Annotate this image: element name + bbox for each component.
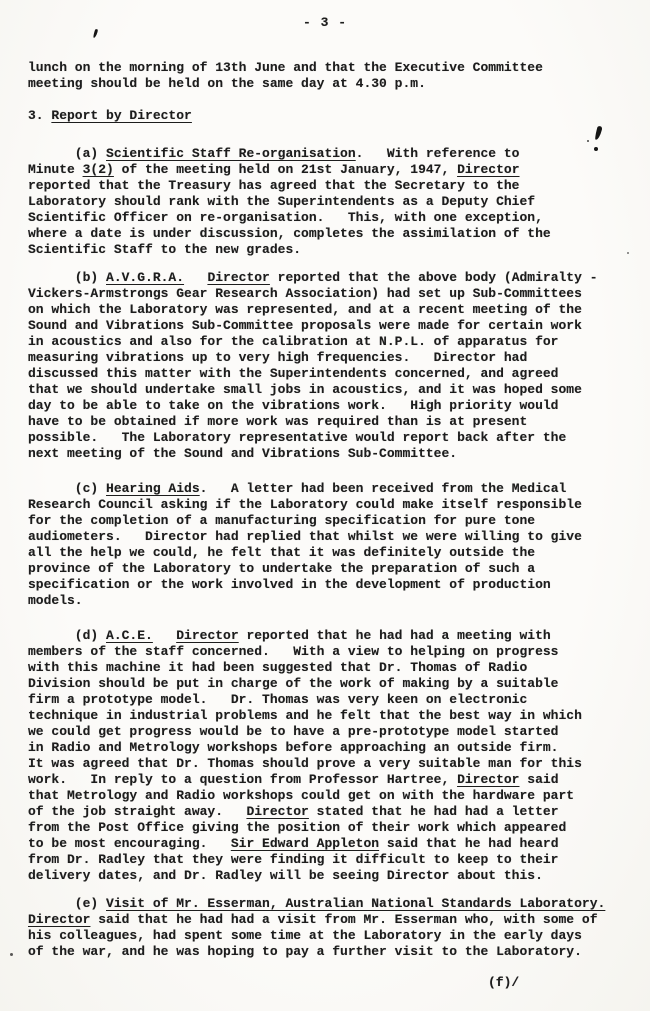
text-segment: day to be able to take on the vibrations work. High priority would — [28, 398, 559, 413]
text-segment: stated that he had had a letter — [308, 804, 559, 819]
text-segment: of the meeting held on 21st January, 1947, — [113, 162, 458, 177]
text-line — [28, 76, 642, 92]
text-segment: members of the staff concerned. With a view to helping on progress — [28, 644, 559, 659]
text-line — [28, 318, 642, 334]
text-segment: to be most encouraging. — [28, 836, 231, 851]
intro-paragraph — [28, 60, 642, 92]
text-line — [28, 162, 642, 178]
text-line — [28, 740, 642, 756]
text-line — [28, 804, 642, 820]
underlined-text: Director — [207, 270, 270, 285]
text-line — [28, 852, 642, 868]
text-segment: specification or the work involved in the development of production — [28, 577, 551, 592]
text-line — [28, 497, 642, 513]
paragraph-b-avgra — [28, 270, 642, 462]
ink-speck — [587, 140, 589, 142]
text-segment — [184, 270, 207, 285]
text-segment: (a) — [28, 146, 107, 161]
text-line — [28, 146, 642, 162]
text-line — [28, 430, 642, 446]
text-line — [28, 446, 642, 462]
text-segment: said — [519, 772, 559, 787]
text-segment: Minute — [28, 162, 83, 177]
text-segment: said that he had had a visit from Mr. Esserman who, with some of — [90, 912, 598, 927]
paragraph-c-hearing-aids — [28, 481, 642, 609]
text-segment: Vickers-Armstrongs Gear Research Association) had set up Sub-Committees — [28, 286, 582, 301]
text-segment: all the help we could, he felt that it was definitely outside the — [28, 545, 536, 560]
text-segment: technique in industrial problems and he felt that the best way in which — [28, 708, 582, 723]
text-segment: reported that he had had a meeting with — [238, 628, 551, 643]
text-line — [28, 178, 642, 194]
text-segment: . With reference to — [355, 146, 520, 161]
text-segment: his colleagues, had spent some time at the Laboratory in the early days — [28, 928, 582, 943]
page-number: - 3 - — [302, 15, 347, 30]
section-heading-report-by-director — [28, 108, 642, 124]
text-segment: (b) — [28, 270, 107, 285]
text-line — [28, 270, 642, 286]
text-line — [28, 724, 642, 740]
text-line — [28, 350, 642, 366]
text-segment: (c) — [28, 481, 107, 496]
text-segment: 3. — [28, 108, 52, 123]
text-line — [28, 772, 642, 788]
text-line — [28, 644, 642, 660]
text-segment: Research Council asking if the Laboratory could make itself responsible — [28, 497, 582, 512]
text-line — [28, 194, 642, 210]
ink-speck — [10, 953, 13, 956]
text-segment: where a date is under discussion, completes the assimilation of the — [28, 226, 551, 241]
text-line — [28, 545, 642, 561]
text-segment — [153, 628, 176, 643]
underlined-text: Director — [246, 804, 309, 819]
text-segment: models. — [28, 593, 83, 608]
text-line — [28, 60, 642, 76]
text-line — [28, 561, 642, 577]
text-segment: firm a prototype model. Dr. Thomas was very keen on electronic — [28, 692, 528, 707]
underlined-text: 3(2) — [82, 162, 114, 177]
text-line — [28, 529, 642, 545]
text-segment: reported that the above body (Admiralty - — [269, 270, 598, 285]
text-line — [28, 414, 642, 430]
text-segment: in acoustics and also for the calibration at N.P.L. of apparatus for — [28, 334, 559, 349]
text-line — [28, 628, 642, 644]
text-line — [28, 334, 642, 350]
ink-speck — [627, 252, 629, 254]
underlined-text: Report by Director — [51, 108, 192, 123]
text-line — [28, 676, 642, 692]
underlined-text: A.C.E. — [106, 628, 153, 643]
text-line — [28, 928, 642, 944]
text-line — [28, 513, 642, 529]
text-segment: we could get progress would be to have a pre-prototype model started — [28, 724, 559, 739]
text-segment: lunch on the morning of 13th June and that the Executive Committee — [28, 60, 543, 75]
text-line — [28, 868, 642, 884]
text-line — [28, 286, 642, 302]
underlined-text: Director — [28, 912, 91, 927]
paragraph-d-ace — [28, 628, 642, 884]
text-segment: Division should be put in charge of the work of making by a suitable — [28, 676, 559, 691]
underlined-text: Director — [176, 628, 239, 643]
text-segment: in Radio and Metrology workshops before approaching an outside firm. — [28, 740, 559, 755]
text-segment: Laboratory should rank with the Superintendents as a Deputy Chief — [28, 194, 536, 209]
text-segment: Scientific Officer on re-organisation. This, with one exception, — [28, 210, 543, 225]
underlined-text: Director — [457, 772, 520, 787]
text-line — [28, 593, 642, 609]
text-line — [28, 302, 642, 318]
underlined-text: Director — [457, 162, 520, 177]
text-line — [28, 708, 642, 724]
text-line — [28, 210, 642, 226]
text-segment: for the completion of a manufacturing specification for pure tone — [28, 513, 536, 528]
text-segment: (e) — [28, 896, 107, 911]
paragraph-e-esserman-visit — [28, 896, 642, 960]
text-segment: with this machine it had been suggested that Dr. Thomas of Radio — [28, 660, 528, 675]
text-segment: . A letter had been received from the Medical — [199, 481, 567, 496]
underlined-text: Hearing Aids — [106, 481, 200, 496]
text-line — [28, 242, 642, 258]
text-segment: possible. The Laboratory representative would report back after the — [28, 430, 567, 445]
text-segment: have to be obtained if more work was required than is at present — [28, 414, 528, 429]
text-segment: of the war, and he was hoping to pay a further visit to the Laboratory. — [28, 944, 582, 959]
continuation-mark: (f)/ — [488, 975, 520, 990]
text-line — [28, 944, 642, 960]
text-line — [28, 788, 642, 804]
text-segment: measuring vibrations up to very high frequencies. Director had — [28, 350, 528, 365]
text-segment: next meeting of the Sound and Vibrations Sub-Committee. — [28, 446, 458, 461]
text-segment: meeting should be held on the same day at 4.30 p.m. — [28, 76, 426, 91]
text-segment: audiometers. Director had replied that whilst we were willing to give — [28, 529, 582, 544]
text-segment: work. In reply to a question from Professor Hartree, — [28, 772, 458, 787]
text-segment: discussed this matter with the Superintendents concerned, and agreed — [28, 366, 559, 381]
text-line — [28, 896, 642, 912]
text-line — [28, 756, 642, 772]
text-line — [28, 820, 642, 836]
text-line — [28, 108, 642, 124]
text-line — [28, 660, 642, 676]
text-segment: from the Post Office giving the position of their work which appeared — [28, 820, 567, 835]
text-segment: that Metrology and Radio workshops could get on with the hardware part — [28, 788, 575, 803]
text-line — [28, 398, 642, 414]
paragraph-a-scientific-staff-reorganisation — [28, 146, 642, 258]
text-segment: reported that the Treasury has agreed that the Secretary to the — [28, 178, 520, 193]
text-line — [28, 577, 642, 593]
text-line — [28, 836, 642, 852]
text-segment: It was agreed that Dr. Thomas should prove a very suitable man for this — [28, 756, 582, 771]
text-segment: of the job straight away. — [28, 804, 247, 819]
text-segment: said that he had heard — [379, 836, 559, 851]
underlined-text: Visit of Mr. Esserman, Australian National Standards Laboratory. — [106, 896, 606, 911]
underlined-text: Scientific Staff Re-organisation — [106, 146, 356, 161]
ink-speck — [594, 147, 598, 151]
text-line — [28, 382, 642, 398]
text-segment: from Dr. Radley that they were finding it difficult to keep to their — [28, 852, 559, 867]
text-line — [28, 481, 642, 497]
text-segment: province of the Laboratory to undertake the preparation of such a — [28, 561, 536, 576]
text-segment: delivery dates, and Dr. Radley will be seeing Director about this. — [28, 868, 543, 883]
text-segment: on which the Laboratory was represented, and at a recent meeting of the — [28, 302, 582, 317]
text-line — [28, 912, 642, 928]
text-line — [28, 692, 642, 708]
text-segment: Scientific Staff to the new grades. — [28, 242, 302, 257]
text-segment: Sound and Vibrations Sub-Committee proposals were made for certain work — [28, 318, 582, 333]
text-line — [28, 366, 642, 382]
underlined-text: Sir Edward Appleton — [230, 836, 380, 851]
text-segment: (d) — [28, 628, 107, 643]
underlined-text: A.V.G.R.A. — [106, 270, 185, 285]
text-segment: that we should undertake small jobs in acoustics, and it was hoped some — [28, 382, 582, 397]
text-line — [28, 226, 642, 242]
